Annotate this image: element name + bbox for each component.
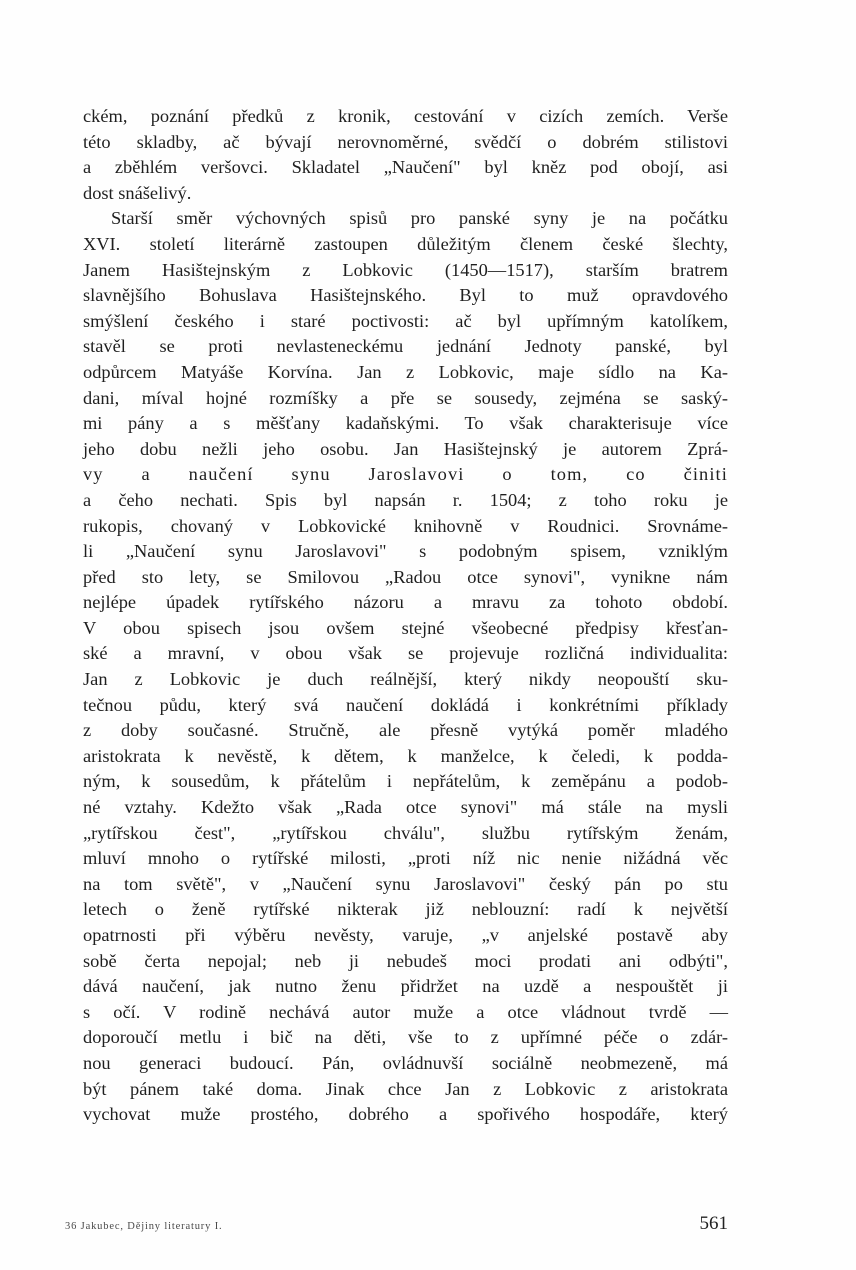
text-line: být pánem také doma. Jinak chce Jan z Lobkovic z aristokrata (83, 1078, 728, 1099)
text-line: né vztahy. Kdežto však „Rada otce synovi" má stále na mysli (83, 797, 728, 818)
text-line: dani, míval hojné rozmíšky a pře se sousedy, zejména se saský- (83, 387, 728, 408)
text-line: Jan z Lobkovic je duch reálnější, který nikdy neopouští sku- (83, 669, 728, 690)
text-line: s očí. V rodině nechává autor muže a otce vládnout tvrdě — (83, 1001, 728, 1022)
text-line: stavěl se proti nevlasteneckému jednání Jednoty panské, byl (83, 336, 728, 357)
text-line: slavnějšího Bohuslava Hasištejnského. Byl to muž opravdového (83, 285, 728, 306)
text-line: V obou spisech jsou ovšem stejné všeobecné předpisy křesťan- (83, 617, 728, 638)
text-line: ské a mravní, v obou však se projevuje rozličná individualita: (83, 643, 728, 664)
page-number: 561 (699, 1213, 728, 1234)
text-line: letech o ženě rytířské nikterak již neblouzní: radí k největší (83, 899, 728, 920)
text-line: XVI. století literárně zastoupen důležitým členem české šlechty, (83, 233, 728, 254)
text-line: mi pány a s měšťany kadaňskými. To však charakterisuje více (83, 413, 728, 434)
text-line: z doby současné. Stručně, ale přesně vytýká poměr mladého (83, 720, 728, 741)
body-text (83, 104, 728, 1128)
text-line: odpůrcem Matyáše Korvína. Jan z Lobkovic, maje sídlo na Ka- (83, 361, 728, 382)
text-line: „rytířskou čest", „rytířskou chválu", službu rytířským ženám, (83, 822, 728, 843)
text-line: tečnou půdu, který svá naučení dokládá i konkrétními příklady (83, 694, 728, 715)
text-line: dává naučení, jak nutno ženu přidržet na uzdě a nespouštět ji (83, 976, 728, 997)
text-line: opatrnosti při výběru nevěsty, varuje, „v anjelské postavě aby (83, 925, 728, 945)
text-line: doporoučí metlu i bič na děti, vše to z upřímné péče o zdár- (83, 1027, 728, 1048)
text-line: vy a naučení synu Jaroslavovi o tom, co činiti (83, 464, 728, 485)
text-line: nejlépe úpadek rytířského názoru a mravu za tohoto období. (83, 592, 728, 613)
text-line: aristokrata k nevěstě, k dětem, k manželce, k čeledi, k podda- (83, 745, 728, 766)
text-line: Janem Hasištejnským z Lobkovic (1450—1517), starším bratrem (83, 259, 728, 280)
printer-signature: 36 Jakubec, Dějiny literatury I. (65, 1221, 223, 1232)
text-line: vychovat muže prostého, dobrého a spořivého hospodáře, který (83, 1104, 728, 1125)
text-line: dost snášelivý. (83, 182, 192, 203)
text-line: rukopis, chovaný v Lobkovické knihovně v Roudnici. Srovnáme- (83, 515, 728, 536)
text-line: mluví mnoho o rytířské milosti, „proti níž nic nenie nižádná věc (83, 848, 728, 869)
page-footer (65, 1213, 728, 1241)
paragraph-2 (83, 206, 728, 1127)
paragraph-1 (83, 104, 728, 206)
text-line: ným, k sousedům, k přátelům i nepřátelům, k zeměpánu a podob- (83, 771, 728, 792)
text-line: nou generaci budoucí. Pán, ovládnuvší sociálně neobmezeně, má (83, 1052, 728, 1073)
text-line: na tom světě", v „Naučení synu Jaroslavovi" český pán po stu (83, 873, 728, 894)
text-line: ckém, poznání předků z kronik, cestování v cizích zemích. Verše (83, 106, 728, 126)
text-line: sobě čerta nepojal; neb ji nebudeš moci prodati ani odbýti", (83, 950, 728, 971)
text-line: smýšlení českého i staré poctivosti: ač byl upřímným katolíkem, (83, 310, 728, 331)
text-line: této skladby, ač bývají nerovnoměrné, svědčí o dobrém stilistovi (83, 131, 728, 152)
text-line: Starší směr výchovných spisů pro panské syny je na počátku (111, 208, 728, 229)
text-line: a čeho nechati. Spis byl napsán r. 1504; z toho roku je (83, 489, 728, 510)
text-line: jeho dobu nežli jeho osobu. Jan Hasištejnský je autorem Zprá- (83, 438, 728, 459)
text-line: a zběhlém veršovci. Skladatel „Naučení" byl kněz pod obojí, asi (83, 157, 728, 178)
text-line: li „Naučení synu Jaroslavovi" s podobným spisem, vzniklým (83, 541, 728, 562)
text-line: před sto lety, se Smilovou „Radou otce synovi", vynikne nám (83, 566, 728, 587)
